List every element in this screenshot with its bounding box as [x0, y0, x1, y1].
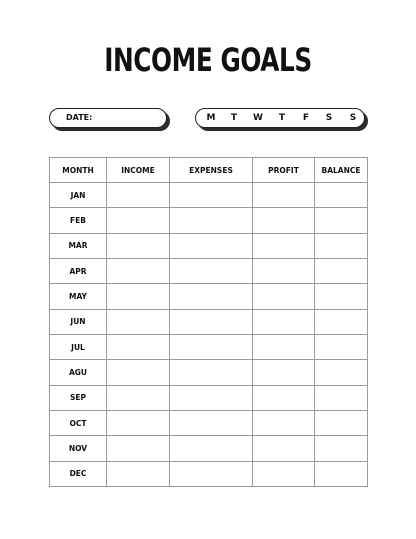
- month-cell: FEB: [50, 208, 107, 233]
- profit-cell[interactable]: [253, 309, 315, 334]
- expenses-cell[interactable]: [170, 436, 253, 461]
- month-cell: JUL: [50, 334, 107, 359]
- table-row: [50, 334, 368, 359]
- month-cell: SEP: [50, 385, 107, 410]
- profit-cell[interactable]: [253, 334, 315, 359]
- income-cell[interactable]: [107, 183, 170, 208]
- header-income: INCOME: [107, 158, 170, 183]
- table-row: [50, 436, 368, 461]
- profit-cell[interactable]: [253, 410, 315, 435]
- table-row: [50, 360, 368, 385]
- month-cell: NOV: [50, 436, 107, 461]
- expenses-cell[interactable]: [170, 461, 253, 486]
- weekday-saturday[interactable]: S: [325, 113, 333, 123]
- table-row: [50, 461, 368, 486]
- balance-cell[interactable]: [315, 385, 368, 410]
- balance-cell[interactable]: [315, 461, 368, 486]
- table-header-row: [50, 158, 368, 183]
- profit-cell[interactable]: [253, 284, 315, 309]
- balance-cell[interactable]: [315, 258, 368, 283]
- weekday-sunday[interactable]: S: [349, 113, 357, 123]
- date-label: DATE:: [66, 113, 93, 122]
- header-expenses: EXPENSES: [170, 158, 253, 183]
- header-balance: BALANCE: [315, 158, 368, 183]
- expenses-cell[interactable]: [170, 284, 253, 309]
- date-field[interactable]: [49, 108, 167, 128]
- income-cell[interactable]: [107, 258, 170, 283]
- month-cell: AGU: [50, 360, 107, 385]
- income-cell[interactable]: [107, 284, 170, 309]
- table-row: [50, 385, 368, 410]
- page-title: INCOME GOALS: [104, 41, 312, 79]
- income-goals-table: [49, 157, 368, 487]
- balance-cell[interactable]: [315, 183, 368, 208]
- profit-cell[interactable]: [253, 183, 315, 208]
- expenses-cell[interactable]: [170, 385, 253, 410]
- profit-cell[interactable]: [253, 233, 315, 258]
- income-cell[interactable]: [107, 309, 170, 334]
- expenses-cell[interactable]: [170, 258, 253, 283]
- balance-cell[interactable]: [315, 436, 368, 461]
- income-cell[interactable]: [107, 334, 170, 359]
- table-row: [50, 410, 368, 435]
- profit-cell[interactable]: [253, 385, 315, 410]
- balance-cell[interactable]: [315, 410, 368, 435]
- table-row: [50, 309, 368, 334]
- table-row: [50, 183, 368, 208]
- month-cell: JAN: [50, 183, 107, 208]
- expenses-cell[interactable]: [170, 410, 253, 435]
- balance-cell[interactable]: [315, 284, 368, 309]
- table-row: [50, 208, 368, 233]
- balance-cell[interactable]: [315, 360, 368, 385]
- expenses-cell[interactable]: [170, 309, 253, 334]
- table-row: [50, 284, 368, 309]
- income-cell[interactable]: [107, 385, 170, 410]
- balance-cell[interactable]: [315, 208, 368, 233]
- weekday-wednesday[interactable]: W: [253, 113, 263, 123]
- balance-cell[interactable]: [315, 233, 368, 258]
- weekday-monday[interactable]: M: [206, 113, 216, 123]
- table-body: [50, 183, 368, 487]
- header-profit: PROFIT: [253, 158, 315, 183]
- balance-cell[interactable]: [315, 334, 368, 359]
- weekday-friday[interactable]: F: [302, 113, 310, 123]
- weekday-thursday[interactable]: T: [278, 113, 286, 123]
- expenses-cell[interactable]: [170, 360, 253, 385]
- profit-cell[interactable]: [253, 461, 315, 486]
- expenses-cell[interactable]: [170, 334, 253, 359]
- table-row: [50, 233, 368, 258]
- income-cell[interactable]: [107, 208, 170, 233]
- income-cell[interactable]: [107, 360, 170, 385]
- month-cell: APR: [50, 258, 107, 283]
- header-month: MONTH: [50, 158, 107, 183]
- table-row: [50, 258, 368, 283]
- month-cell: MAR: [50, 233, 107, 258]
- profit-cell[interactable]: [253, 208, 315, 233]
- income-cell[interactable]: [107, 436, 170, 461]
- month-cell: JUN: [50, 309, 107, 334]
- profit-cell[interactable]: [253, 258, 315, 283]
- month-cell: MAY: [50, 284, 107, 309]
- month-cell: OCT: [50, 410, 107, 435]
- balance-cell[interactable]: [315, 309, 368, 334]
- expenses-cell[interactable]: [170, 208, 253, 233]
- weekday-tuesday[interactable]: T: [230, 113, 238, 123]
- expenses-cell[interactable]: [170, 233, 253, 258]
- weekday-selector: [195, 108, 365, 128]
- profit-cell[interactable]: [253, 360, 315, 385]
- profit-cell[interactable]: [253, 436, 315, 461]
- expenses-cell[interactable]: [170, 183, 253, 208]
- income-cell[interactable]: [107, 233, 170, 258]
- month-cell: DEC: [50, 461, 107, 486]
- income-cell[interactable]: [107, 410, 170, 435]
- income-cell[interactable]: [107, 461, 170, 486]
